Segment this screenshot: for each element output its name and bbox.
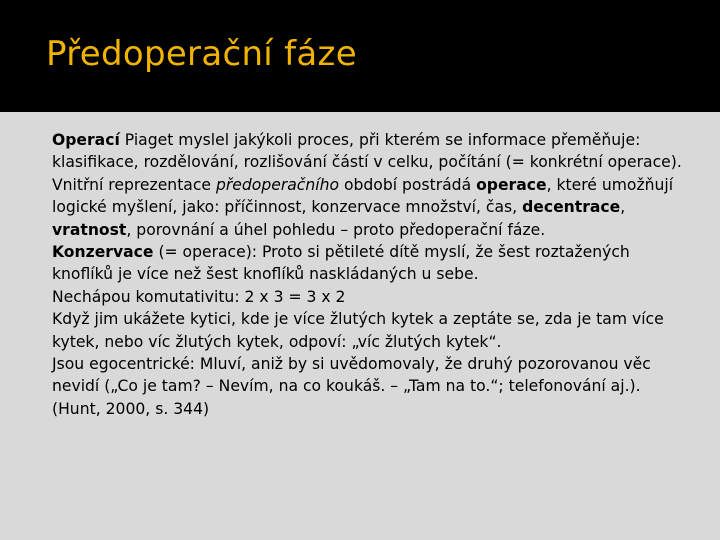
paragraph-flowers: Když jim ukážete kytici, kde je více žlutých kytek a zeptáte se, zda je tam více kytek, nebo víc žlutých kytek, odpoví: „víc žlutých kytek“.	[52, 310, 664, 351]
term-operace: operace	[476, 175, 547, 194]
citation: (Hunt, 2000, s. 344)	[52, 399, 210, 418]
title-bar	[0, 0, 720, 112]
term-conservation: Konzervace	[52, 243, 154, 262]
term-operations: Operací	[52, 131, 120, 149]
text-fragment: , které umožňují logické myšlení, jako: příčinnost, konzervace množství, čas,	[52, 175, 674, 217]
term-vratnost: vratnost	[52, 220, 127, 239]
paragraph-operations	[52, 129, 692, 174]
term-preoperational: předoperačního	[216, 175, 340, 194]
text-fragment: období postrádá	[339, 175, 477, 194]
paragraph-conservation	[52, 241, 692, 286]
text-fragment: ,	[620, 198, 626, 217]
term-decentrace: decentrace	[522, 198, 621, 217]
paragraph-conservation-text: (= operace): Proto si pětileté dítě myslí, že šest roztažených knoflíků je více než šest knoflíků naskládaných u sebe.	[52, 243, 630, 284]
paragraph-operations-text: Piaget myslel jakýkoli proces, při kterém se informace přeměňuje: klasifikace, rozdělování, rozlišování částí v celku, počítání (= konkrétní operace).	[52, 131, 682, 172]
text-fragment: Vnitřní reprezentace	[52, 175, 216, 194]
content-area	[0, 112, 720, 540]
paragraph-egocentric: Jsou egocentrické: Mluví, aniž by si uvědomovaly, že druhý pozorovanou věc nevidí („Co je tam? – Nevím, na co koukáš. – „Tam na to.“; telefonování aj.).	[52, 355, 651, 396]
body-text	[52, 129, 692, 420]
paragraph-commutativity: Nechápou komutativitu: 2 x 3 = 3 x 2	[52, 287, 346, 306]
paragraph-representation	[52, 174, 692, 241]
slide-title: Předoperační fáze	[46, 34, 357, 74]
text-fragment: , porovnání a úhel pohledu – proto předoperační fáze.	[126, 220, 546, 239]
